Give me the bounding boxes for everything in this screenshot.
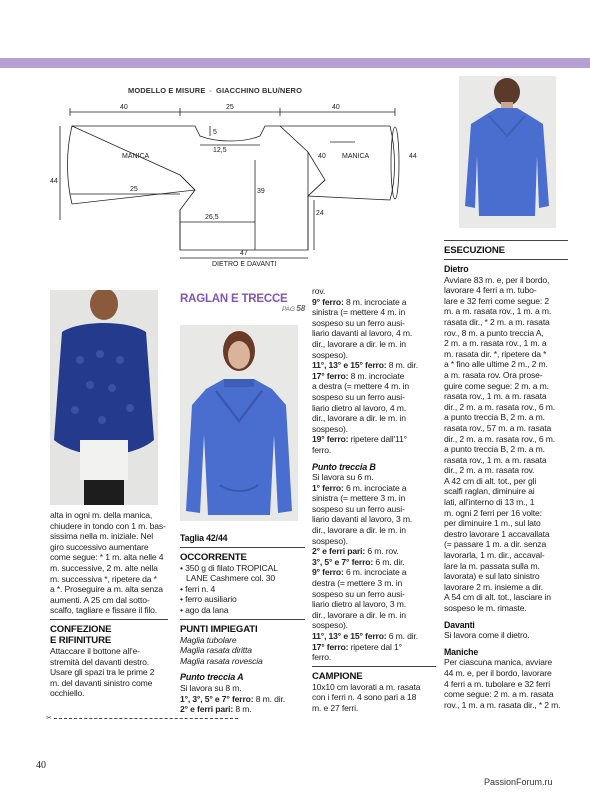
text-line: sospeso su un ferro ausi-: [312, 503, 405, 514]
row-label: 2° e ferri pari:: [312, 546, 366, 557]
text-line: m. a m. rasata rov., 1 m. a m.: [444, 306, 552, 317]
text-line: ferro.: [312, 652, 332, 663]
heading-davanti: Davanti: [444, 619, 475, 630]
text-line: lavorarla, 1 m. dir., accaval-: [444, 550, 545, 561]
row-label: 11°, 13° e 15° ferro:: [312, 360, 387, 371]
page-number: 40: [36, 760, 46, 771]
page-ref-number: 58: [296, 304, 305, 313]
measure-height: 44: [50, 178, 58, 185]
text-line: stremità del davanti destro.: [50, 656, 149, 667]
row-text: 6 m. rov.: [365, 546, 399, 557]
heading-punti: PUNTI IMPIEGATI: [180, 623, 258, 635]
stitch-item: Maglia tubolare: [180, 634, 237, 645]
text-line: chiudere in tondo con 1 m. bas-: [50, 520, 166, 531]
text-line: lare e 32 ferri come segue: 2: [444, 295, 550, 306]
text-line: m. rasata dir. *, ripetere da *: [444, 348, 547, 359]
diagram-title-garment: GIACCHINO BLU/NERO: [216, 86, 302, 95]
text-line: rasata rov., 57 m. a m. rasata: [444, 422, 552, 433]
row-label: 1° ferro:: [312, 482, 344, 493]
text-line: liario dietro al lavoro, 4 m.: [312, 402, 407, 413]
text-line: m. ogni 2 ferri per 16 volte:: [444, 507, 542, 518]
photo-navy-cape: [50, 290, 158, 505]
text-line: dir., lavorare a dir. le m. in: [312, 338, 406, 349]
text-line: dir., 2 m. a m. rasata rov., 6 m.: [444, 401, 555, 412]
row-label: 17° ferro:: [312, 370, 349, 381]
text-line: Per ciascuna manica, avviare: [444, 657, 553, 668]
text-line: dir., 2 m. a m. rasata rov., 6 m.: [444, 433, 555, 444]
text-line: 4 ferri a m. tubolare e 32 ferri: [444, 678, 551, 689]
text-line: lavorata) e sul lato sinistro: [444, 571, 540, 582]
dashed-line: [54, 718, 238, 719]
column-far-right: [444, 240, 568, 710]
text-line: [180, 694, 305, 705]
text-line: ferro.: [312, 444, 332, 455]
text-line: occhiello.: [50, 688, 85, 699]
row-label: 11°, 13° e 15° ferro:: [312, 631, 387, 641]
heading-confezione: CONFEZIONE: [50, 623, 112, 635]
diagram-title-separator: -: [209, 86, 213, 95]
section-rule: [444, 259, 568, 260]
row-label: 3°, 5° e 7° ferro:: [312, 556, 374, 567]
text-line: lavorare 4 ferri a m. tubo-: [444, 285, 537, 296]
row-label: 2° e ferri pari:: [180, 704, 234, 715]
left-text-lines: [50, 510, 168, 616]
heading-campione: CAMPIONE: [312, 670, 363, 682]
text-line: sospeso su un ferro ausi-: [312, 317, 405, 328]
heading-occorrente: OCCORRENTE: [180, 551, 247, 563]
text-line: rasata rov., 1 m. a m. rasata: [444, 391, 547, 402]
text-line: con i ferri n. 4 sono pari a 18: [312, 692, 417, 703]
text-line: Si lavora su 8 m.: [180, 682, 242, 693]
text-line: rov., 8 m. a punto treccia A,: [444, 327, 544, 338]
text-line: rasata rov., 1 m. a m. rasata: [444, 454, 547, 465]
heading-rifiniture: E RIFINITURE: [50, 634, 112, 646]
text-line: [312, 483, 436, 494]
measure-armhole: 39: [257, 188, 265, 195]
text-line: liario davanti al lavoro, 4 m.: [312, 328, 413, 339]
measure-neck-drop: 5: [213, 129, 217, 136]
section-rule: [180, 547, 305, 548]
text-line: A 54 cm di alt. tot., lasciare in: [444, 592, 551, 603]
text-line: giro successivo aumentare: [50, 541, 149, 552]
page-ref-label: PAG: [281, 306, 295, 313]
text-line: a punto treccia B, 2 m. a m.: [444, 444, 545, 455]
measure-lower-sleeve: 25: [130, 186, 138, 193]
text-line: lare la m. passata sulla m.: [444, 560, 540, 571]
heading-treccia-a: Punto treccia A: [180, 672, 244, 683]
text-line: 10x10 cm lavorati a m. rasata: [312, 681, 421, 692]
pattern-schematic: [50, 100, 430, 270]
row-text: 8 m. dir.: [386, 360, 418, 371]
heading-treccia-b: Punto treccia B: [312, 461, 376, 472]
text-line: dir., lavorare a dir. le m. in: [312, 413, 406, 424]
text-line: A 42 cm di alt. tot., per gli: [444, 475, 537, 486]
diagram-title-model: MODELLO E MISURE: [127, 86, 206, 95]
measure-neck-width: 12,5: [213, 147, 227, 154]
text-line: come segue: * 1 m. alta nelle 4: [50, 552, 164, 563]
text-line: a punto treccia B, 2 m. a m.: [444, 412, 545, 423]
measure-top-right: 40: [332, 104, 340, 111]
text-line: sospeso).: [312, 349, 348, 360]
measure-top-mid: 25: [226, 104, 234, 111]
text-line: [312, 546, 436, 557]
text-line: sinistra (= mettere 3 m. in: [312, 493, 406, 504]
text-line: come segue: 2 m. a m. rasata: [444, 689, 554, 700]
stitch-item: Maglia rasata diritta: [180, 645, 252, 656]
photo-blue-sweater-back: [459, 76, 556, 228]
text-line: m. successiva *, ripetere da *: [50, 573, 157, 584]
text-line: m. del davanti sinistro come: [50, 677, 153, 688]
text-line: alta in ogni m. della manica,: [50, 510, 153, 520]
measure-top-left: 40: [120, 104, 128, 111]
row-text: ripetere dall'11°: [348, 434, 407, 445]
top-color-bar: [0, 58, 590, 68]
photo-blue-sweater-front: [180, 325, 298, 521]
text-line: destro lavorare 1 accavallata: [444, 528, 550, 539]
text-line: rov., 1 m. a m. rasata dir., * 2 m.: [444, 699, 561, 710]
body-piece-label: DIETRO E DAVANTI: [212, 261, 277, 268]
materials-item: • ferro ausiliario: [180, 594, 237, 605]
column-right: [312, 286, 436, 714]
text-line: a * fino alle ultime 2 m., 2 m.: [444, 359, 548, 370]
text-line: Si lavora come il dietro.: [444, 630, 530, 641]
text-line: rasata dir., * 2 m. a m. rasata: [444, 316, 550, 327]
row-text: 8 m. dir.: [253, 693, 285, 704]
text-line: a *. Proseguire a m. alta senza: [50, 584, 163, 595]
scissors-icon: ✂: [46, 715, 52, 722]
text-line: sinistra (= mettere 4 m. in: [312, 307, 406, 318]
materials-item: • ago da lana: [180, 604, 229, 615]
text-line: sospeso le m. rimaste.: [444, 603, 527, 613]
text-line: [180, 704, 305, 715]
text-line: Usare gli spazi tra le prime 2: [50, 667, 155, 678]
heading-esecuzione: ESECUZIONE: [444, 245, 505, 256]
text-line: 44 m. e, per il bordo, lavorare: [444, 667, 552, 678]
materials-item: • 350 g di filato TROPICAL: [180, 562, 278, 573]
row-label: 9° ferro:: [312, 296, 344, 307]
text-line: sospeso su un ferro ausi-: [312, 391, 405, 402]
text-line: Si lavora su 6 m.: [312, 472, 374, 483]
measure-cuff: 44: [409, 153, 417, 160]
row-text: 6 m. incrociate a: [343, 567, 407, 578]
column-mid-header: [180, 293, 305, 316]
text-line: a m. rasata rov. Ora prose-: [444, 369, 543, 380]
text-line: sospeso).: [312, 535, 348, 546]
text-line: sospeso).: [312, 620, 348, 631]
text-line: m. successive, 2 m. alte nella: [50, 562, 158, 573]
measure-sleeve-width: 40: [318, 153, 326, 160]
text-line: lavorare 2 m. insieme a dir.: [444, 581, 543, 592]
sleeve-left-label: MANICA: [122, 153, 150, 160]
text-line: sissima nella m. iniziale. Nel: [50, 531, 153, 542]
row-text: 6 m. dir.: [386, 631, 418, 641]
row-label: 19° ferro:: [312, 434, 349, 445]
text-line: liario dietro al lavoro, 3 m.: [312, 599, 407, 610]
materials-item: • ferri n. 4: [180, 583, 216, 594]
text-line: aumenti. A 25 cm dal sotto-: [50, 594, 150, 605]
row-label: 17° ferro:: [312, 641, 349, 652]
text-line: [312, 642, 436, 653]
measure-hem-half: 26,5: [205, 214, 219, 221]
text-line: sospeso).: [312, 423, 348, 434]
column-mid: [180, 533, 305, 715]
text-line: [312, 567, 436, 578]
heading-maniche: Maniche: [444, 646, 479, 657]
text-line: [312, 557, 436, 568]
text-line: a destra (= mettere 4 m. in: [312, 381, 409, 392]
text-line: Attaccare il bottone all'e-: [50, 645, 140, 656]
text-line: [312, 434, 436, 445]
section-rule: [444, 240, 568, 241]
section-rule: [180, 619, 305, 620]
text-line: dir., lavorare a dir. le m. in: [312, 525, 406, 536]
row-label: 9° ferro:: [312, 567, 344, 578]
sleeve-right-label: MANICA: [342, 153, 370, 160]
row-text: 6 m. dir.: [373, 556, 405, 567]
section-rule: [312, 666, 436, 667]
stitch-item: Maglia rasata rovescia: [180, 655, 263, 666]
text-line: per diminuire 1 m., sul lato: [444, 518, 541, 529]
text-line: m. e 27 ferri.: [312, 702, 359, 713]
measure-body-width: 47: [240, 250, 248, 257]
text-line: guire come segue: 2 m. a m.: [444, 380, 549, 391]
text-line: [312, 631, 436, 642]
text-line: 2 m. a m. rasata rov., 1 m. a: [444, 338, 547, 349]
row-text: 8 m. incrociate: [348, 370, 405, 381]
section-rule: [50, 619, 168, 620]
watermark: PassionForum.ru: [484, 777, 553, 787]
materials-item: LANE Cashmere col. 30: [186, 573, 276, 584]
text-line: [312, 371, 436, 382]
text-line: rov.: [312, 286, 326, 296]
text-line: lati, all'interno di 13 m., 1: [444, 497, 535, 508]
measure-side: 24: [316, 210, 324, 217]
cut-line: [46, 714, 238, 722]
row-text: ripetere dal 1°: [348, 641, 402, 652]
text-line: Avviare 83 m. e, per il bordo,: [444, 274, 550, 285]
text-line: sospeso su un ferro ausi-: [312, 588, 405, 599]
text-line: [312, 297, 436, 308]
text-line: [312, 360, 436, 371]
text-line: scalfi raglan, diminuire ai: [444, 486, 535, 497]
text-line: dir., 2 m. a m. rasata rov.: [444, 465, 535, 476]
size-label: Taglia 42/44: [180, 533, 228, 543]
column-left: [50, 510, 168, 699]
row-text: 8 m. incrociate a: [343, 296, 407, 307]
text-line: dir., lavorare a dir. le m. in: [312, 609, 406, 620]
row-label: 1°, 3°, 5° e 7° ferro:: [180, 693, 254, 704]
heading-dietro: Dietro: [444, 264, 469, 274]
text-line: scalfo, tagliare e fissare il filo.: [50, 605, 157, 616]
row-text: 6 m. incrociate a: [343, 482, 407, 493]
diagram-title: [0, 86, 430, 95]
text-line: destra (= mettere 3 m. in: [312, 578, 403, 589]
row-text: 8 m.: [233, 704, 252, 715]
text-line: liario davanti al lavoro, 3 m.: [312, 514, 413, 525]
text-line: (= passare 1 m. a dir. senza: [444, 539, 547, 550]
pattern-title: RAGLAN E TRECCE: [180, 293, 288, 305]
